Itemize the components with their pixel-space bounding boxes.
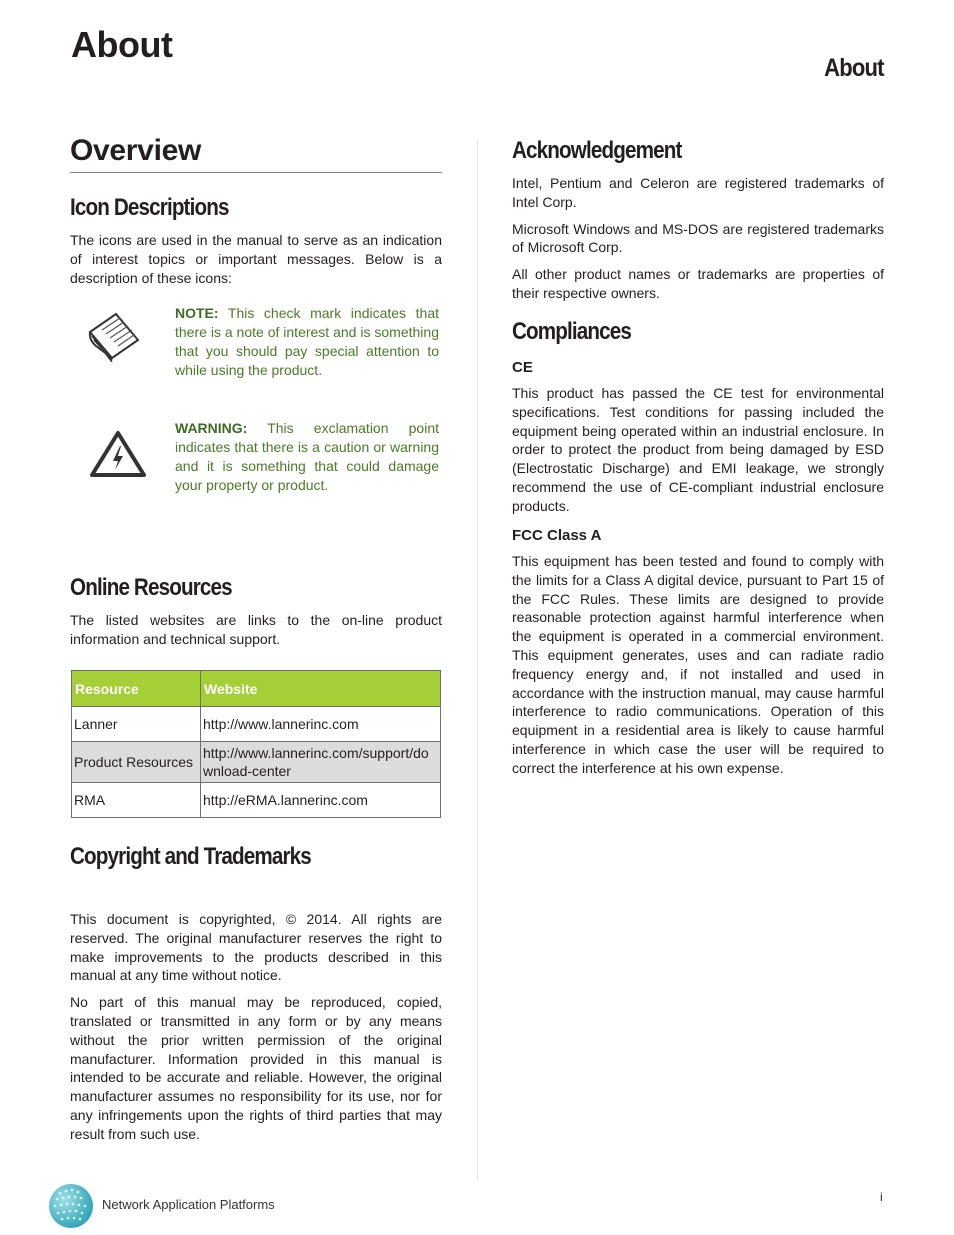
globe-logo-icon (48, 1183, 94, 1229)
warning-text: This exclamation point indicates that there is a caution or warning and it is something that could damage your property or product. (175, 420, 439, 493)
note-icon (86, 306, 142, 362)
note-description (175, 304, 439, 380)
copyright-body (70, 910, 442, 1144)
running-head: About (824, 54, 884, 82)
copyright-paragraph: No part of this manual may be reproduced, copied, translated or transmitted in any form or by any means without the prior written permission of the original manufacturer. Information provided in this manual is intended to be accurate and reliable. However, the original manufacturer assumes no responsibility for its use, nor for any infringements upon the rights of third parties that may result from such use. (70, 994, 442, 1142)
warning-description (175, 419, 439, 495)
overview-title: Overview (70, 134, 202, 167)
ce-text: This product has passed the CE test for environmental specifications. Test conditions for passing included the equipment being operated within an industrial enclosure. In order to protect the product from being damaged by ESD (Electrostatic Discharge) and EMI leakage, we strongly recommend the use of CE-compliant industrial enclosure products. (512, 385, 884, 514)
note-text: This check mark indicates that there is a note of interest and is something that you should pay special attention to while using the product. (175, 305, 439, 378)
fcc-text: This equipment has been tested and found to comply with the limits for a Class A digital device, pursuant to Part 15 of the FCC Rules. These limits are designed to provide reasonable protection against harmful interference when the equipment is operated in a commercial environment. This equipment generates, uses and can radiate radio frequency energy and, if not installed and used in accordance with the instruction manual, may cause harmful interference to radio communications. Operation of this equipment in a residential area is likely to cause harmful interference in which case the user will be required to correct the interference at his own expense. (512, 553, 884, 776)
table-header-resource: Resource (72, 671, 201, 707)
compliances-heading: Compliances (512, 318, 632, 345)
resources-table (71, 670, 441, 818)
table-row (72, 783, 441, 818)
warning-label: WARNING: (175, 420, 248, 436)
note-label: NOTE: (175, 305, 219, 321)
table-cell: RMA (72, 783, 201, 818)
acknowledgement-paragraph: Microsoft Windows and MS-DOS are registered trademarks of Microsoft Corp. (512, 220, 884, 256)
table-cell-link[interactable]: http://www.lannerinc.com (201, 707, 441, 742)
acknowledgement-body (512, 174, 884, 303)
warning-icon (90, 430, 146, 478)
table-header-website: Website (201, 671, 441, 707)
icon-descriptions-text: The icons are used in the manual to serve as an indication of interest topics or important messages. Below is a description of these icons: (70, 232, 442, 286)
icon-descriptions-heading: Icon Descriptions (70, 194, 229, 221)
acknowledgement-paragraph: Intel, Pentium and Celeron are registered trademarks of Intel Corp. (512, 175, 884, 210)
table-row (72, 742, 441, 783)
copyright-heading: Copyright and Trademarks (70, 843, 311, 870)
chapter-title: About (71, 24, 173, 65)
acknowledgement-heading: Acknowledgement (512, 137, 682, 164)
online-resources-text: The listed websites are links to the on-line product information and technical support. (70, 612, 442, 647)
page-number: i (880, 1190, 883, 1204)
table-cell-link[interactable]: http://www.lannerinc.com/support/download-center (201, 742, 441, 783)
table-cell-link[interactable]: http://eRMA.lannerinc.com (201, 783, 441, 818)
table-cell: Lanner (72, 707, 201, 742)
column-divider (477, 140, 478, 1180)
table-row (72, 707, 441, 742)
table-cell: Product Resources (72, 742, 201, 783)
acknowledgement-paragraph: All other product names or trademarks are properties of their respective owners. (512, 266, 884, 301)
fcc-heading: FCC Class A (512, 527, 602, 544)
title-rule (70, 172, 442, 173)
footer-text: Network Application Platforms (102, 1197, 275, 1212)
ce-heading: CE (512, 359, 533, 376)
copyright-paragraph: This document is copyrighted, © 2014. All rights are reserved. The original manufacturer reserves the right to make improvements to the products described in this manual at any time without notice. (70, 911, 442, 984)
online-resources-heading: Online Resources (70, 574, 232, 601)
